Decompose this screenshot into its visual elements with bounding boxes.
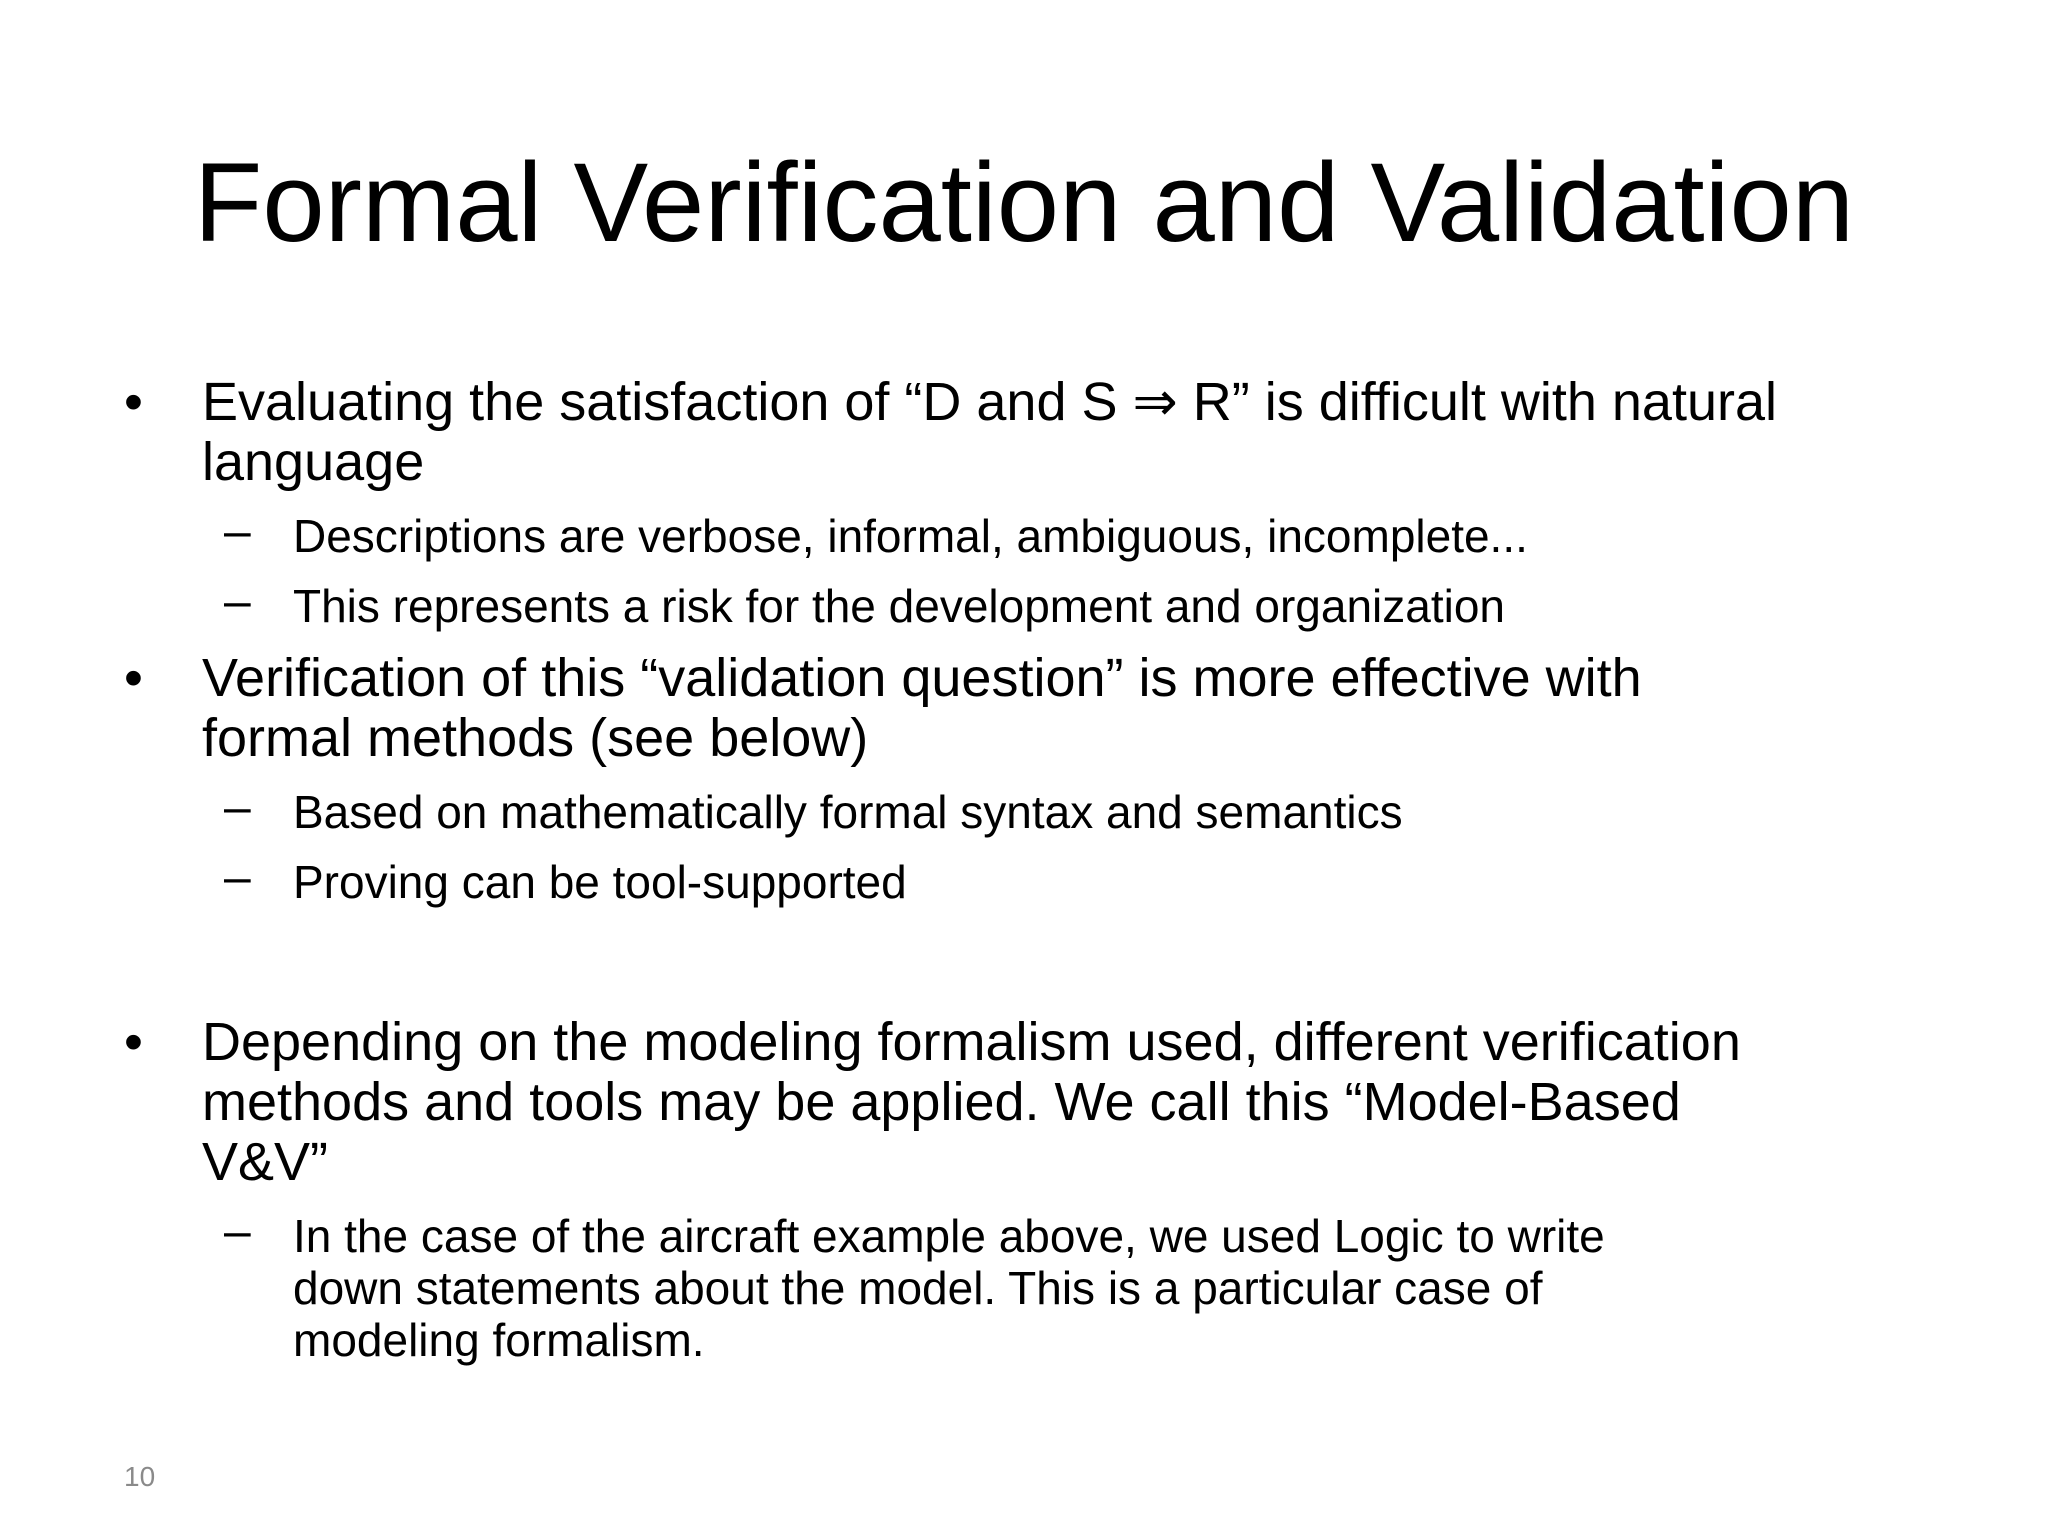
page-number: 10 [124, 1461, 156, 1492]
bullet-text [202, 1012, 1962, 1192]
sub-bullet-marker: – [224, 505, 251, 558]
sub-bullet-line: Based on mathematically formal syntax and semantics [293, 786, 1403, 838]
bullet-marker: • [124, 1012, 143, 1072]
bullet-line: formal methods (see below) [202, 708, 869, 768]
bullet-line: language [202, 432, 425, 492]
sub-bullet-line: modeling formalism. [293, 1314, 705, 1366]
bullet-marker: • [124, 648, 143, 708]
sub-bullet-marker: – [224, 575, 251, 628]
bullet-line: V&V” [202, 1132, 329, 1192]
slide-title: Formal Verification and Validation [193, 140, 1855, 265]
sub-bullet-line: In the case of the aircraft example above, we used Logic to write [293, 1210, 1605, 1262]
sub-bullet-text [293, 786, 1993, 838]
sub-bullet-marker: – [224, 1205, 251, 1258]
bullet-line: methods and tools may be applied. We call this “Model-Based [202, 1072, 1681, 1132]
sub-bullet-text [293, 1210, 1993, 1366]
sub-bullet-marker: – [224, 781, 251, 834]
bullet-marker: • [124, 372, 143, 432]
sub-bullet-text [293, 510, 1993, 562]
sub-bullet-line: Proving can be tool-supported [293, 856, 907, 908]
bullet-text [202, 648, 1962, 768]
sub-bullet-text [293, 856, 1993, 908]
bullet-line: Verification of this “validation question” is more effective with [202, 648, 1642, 708]
sub-bullet-line: Descriptions are verbose, informal, ambiguous, incomplete... [293, 510, 1528, 562]
sub-bullet-line: This represents a risk for the development and organization [293, 580, 1505, 632]
sub-bullet-text [293, 580, 1993, 632]
sub-bullet-marker: – [224, 851, 251, 904]
bullet-line: Evaluating the satisfaction of “D and S ⇒ R” is difficult with natural [202, 372, 1777, 432]
bullet-text [202, 372, 1962, 492]
sub-bullet-line: down statements about the model. This is a particular case of [293, 1262, 1543, 1314]
bullet-line: Depending on the modeling formalism used, different verification [202, 1012, 1741, 1072]
